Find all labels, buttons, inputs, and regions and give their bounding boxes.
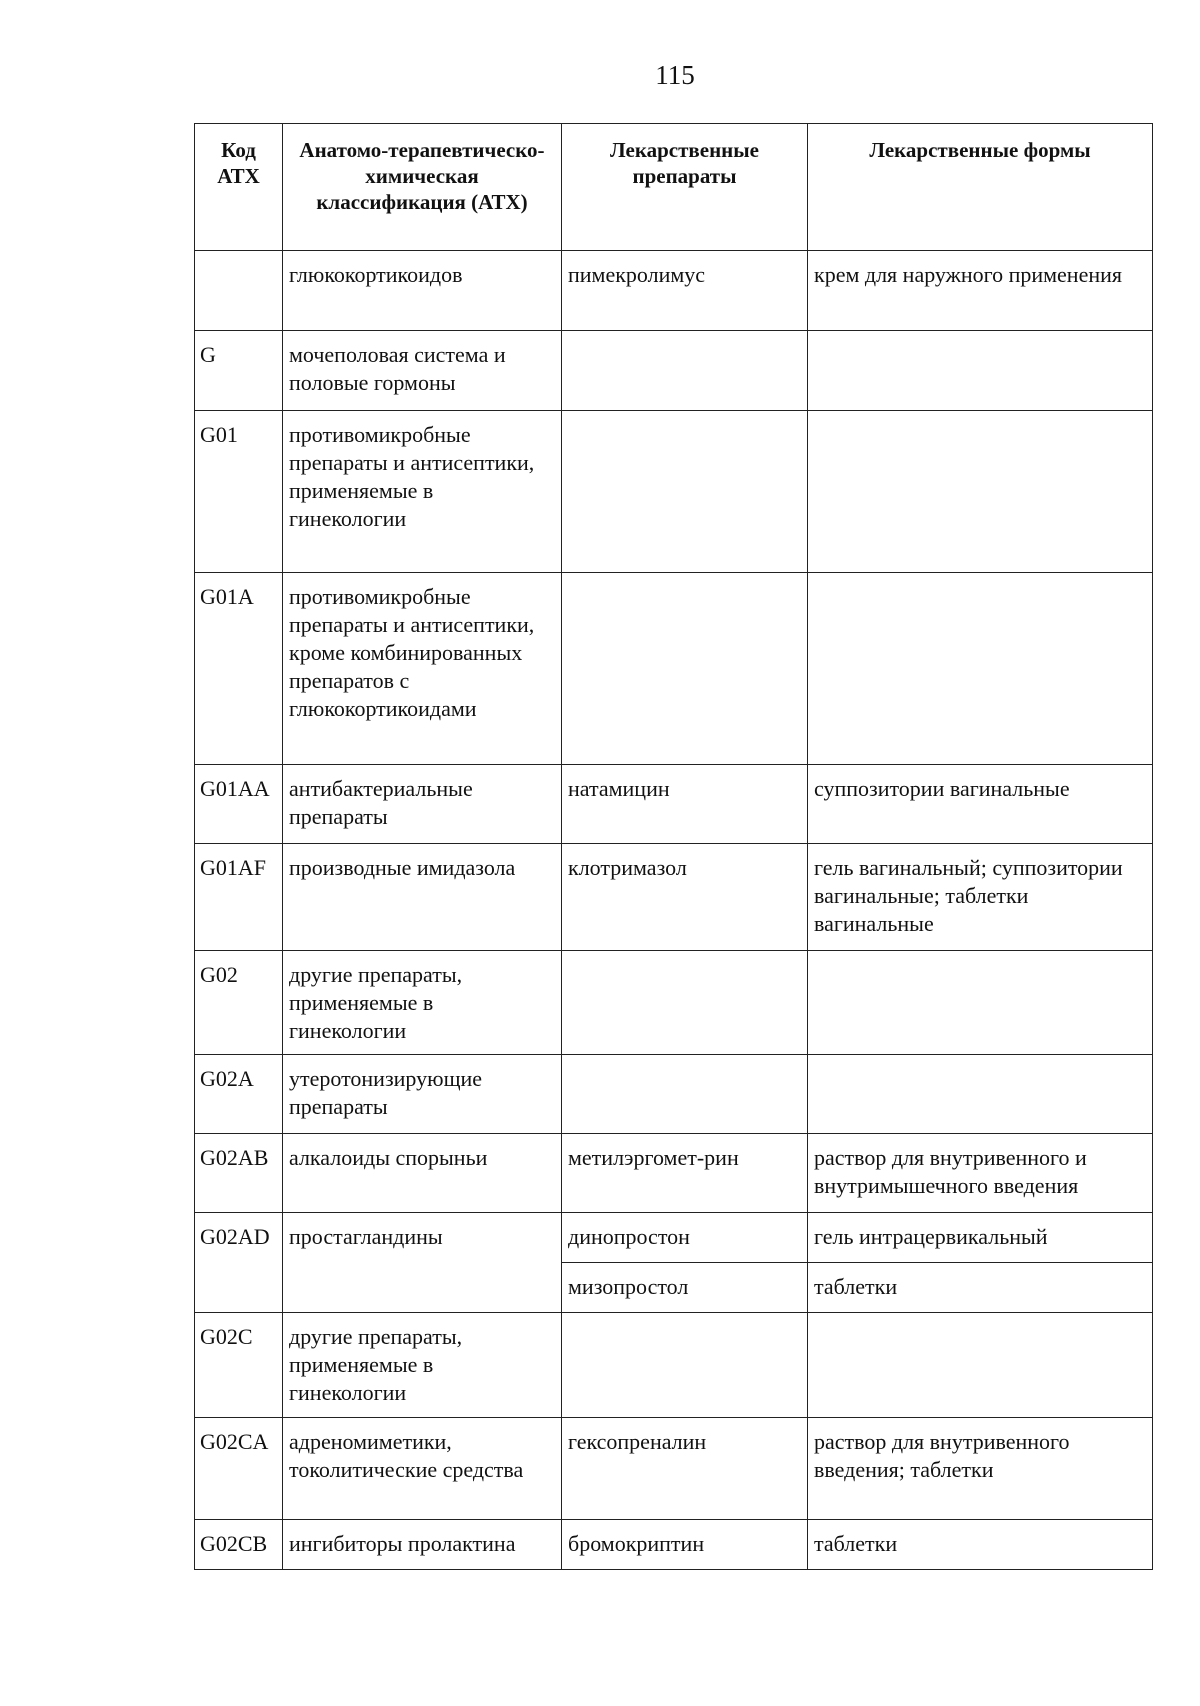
header-code: Код АТХ	[195, 124, 283, 251]
row-code: G01	[195, 411, 283, 573]
row-classification: адреномиметики, токолитические средства	[283, 1418, 562, 1520]
row-classification: другие препараты, применяемые в гинекологии	[283, 1313, 562, 1418]
table-row	[195, 411, 1153, 573]
row-drug: метилэргомет-рин	[562, 1134, 808, 1213]
row-classification: противомикробные препараты и антисептики, кроме комбинированных препаратов с глюкокортикоидами	[283, 573, 562, 765]
row-classification: антибактериальные препараты	[283, 765, 562, 844]
row-form	[808, 331, 1153, 411]
row-code: G01AA	[195, 765, 283, 844]
table-header-row	[195, 124, 1153, 251]
table-row	[195, 1418, 1153, 1520]
table-row	[195, 1055, 1153, 1134]
row-form	[808, 1055, 1153, 1134]
row-form: гель вагинальный; суппозитории вагинальные; таблетки вагинальные	[808, 844, 1153, 951]
header-drugs: Лекарственные препараты	[562, 124, 808, 251]
row-classification: противомикробные препараты и антисептики, применяемые в гинекологии	[283, 411, 562, 573]
row-code: G02	[195, 951, 283, 1055]
row-form: крем для наружного применения	[808, 251, 1153, 331]
row-code: G02CA	[195, 1418, 283, 1520]
header-forms: Лекарственные формы	[808, 124, 1153, 251]
table-row	[195, 765, 1153, 844]
row-drug	[562, 951, 808, 1055]
row-classification: производные имидазола	[283, 844, 562, 951]
table-row	[195, 251, 1153, 331]
row-drug	[562, 331, 808, 411]
row-classification: ингибиторы пролактина	[283, 1520, 562, 1570]
header-classification: Анатомо-терапевтическо-химическая классификация (АТХ)	[283, 124, 562, 251]
row-drug: мизопростол	[562, 1263, 808, 1313]
row-code	[195, 251, 283, 331]
row-code: G01A	[195, 573, 283, 765]
row-classification: мочеполовая система и половые гормоны	[283, 331, 562, 411]
row-drug	[562, 1055, 808, 1134]
row-classification: утеротонизирующие препараты	[283, 1055, 562, 1134]
row-drug: бромокриптин	[562, 1520, 808, 1570]
table-row	[195, 1213, 1153, 1263]
row-drug: натамицин	[562, 765, 808, 844]
row-form	[808, 411, 1153, 573]
table-row	[195, 1313, 1153, 1418]
row-form	[808, 951, 1153, 1055]
table-row	[195, 1134, 1153, 1213]
table-row	[195, 573, 1153, 765]
row-form: таблетки	[808, 1520, 1153, 1570]
row-drug	[562, 411, 808, 573]
row-form	[808, 573, 1153, 765]
table-row	[195, 331, 1153, 411]
row-form	[808, 1313, 1153, 1418]
row-drug: пимекролимус	[562, 251, 808, 331]
row-code: G02AD	[195, 1213, 283, 1313]
row-code: G01AF	[195, 844, 283, 951]
table-row	[195, 1520, 1153, 1570]
row-form: гель интрацервикальный	[808, 1213, 1153, 1263]
row-code: G02CB	[195, 1520, 283, 1570]
row-code: G02A	[195, 1055, 283, 1134]
row-form: раствор для внутривенного введения; таблетки	[808, 1418, 1153, 1520]
row-drug: динопростон	[562, 1213, 808, 1263]
row-code: G02C	[195, 1313, 283, 1418]
row-classification: простагландины	[283, 1213, 562, 1313]
row-drug: гексопреналин	[562, 1418, 808, 1520]
row-classification: алкалоиды спорыньи	[283, 1134, 562, 1213]
table-row	[195, 951, 1153, 1055]
row-code: G	[195, 331, 283, 411]
row-drug	[562, 1313, 808, 1418]
row-form: раствор для внутривенного и внутримышечного введения	[808, 1134, 1153, 1213]
row-classification: глюкокортикоидов	[283, 251, 562, 331]
row-code: G02AB	[195, 1134, 283, 1213]
row-form: таблетки	[808, 1263, 1153, 1313]
atc-table	[194, 123, 1153, 1570]
row-classification: другие препараты, применяемые в гинекологии	[283, 951, 562, 1055]
table-row	[195, 844, 1153, 951]
page-number: 115	[655, 60, 695, 90]
row-drug	[562, 573, 808, 765]
row-drug: клотримазол	[562, 844, 808, 951]
row-form: суппозитории вагинальные	[808, 765, 1153, 844]
